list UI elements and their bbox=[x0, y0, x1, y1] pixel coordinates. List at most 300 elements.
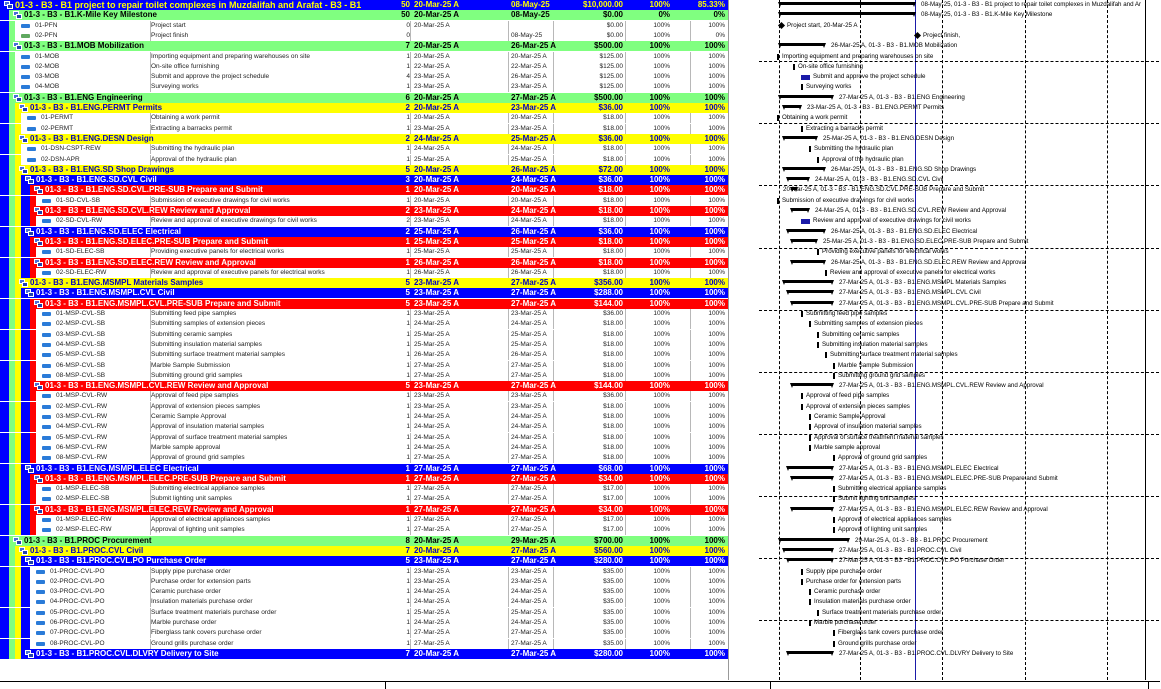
budgeted-cost: $35.00 bbox=[603, 640, 623, 647]
wbs-name: 01-3 - B3 - B1.PROC.CVL.DLVRY Delivery to Site bbox=[36, 649, 219, 658]
table-row[interactable] bbox=[0, 113, 728, 123]
indent-stripe bbox=[0, 371, 9, 381]
activity-bar[interactable] bbox=[801, 579, 803, 585]
summary-bar[interactable] bbox=[787, 651, 833, 654]
summary-bar[interactable] bbox=[791, 383, 833, 386]
gantt-label: Approval of electrical appliances samples bbox=[838, 516, 952, 523]
activity-bar[interactable] bbox=[809, 599, 811, 605]
column-divider bbox=[150, 247, 151, 257]
table-row[interactable] bbox=[0, 422, 728, 432]
gantt-label: 29-Mar-25 A, 01-3 - B3 - B1.PROC Procurement bbox=[855, 537, 988, 544]
activity-bar[interactable] bbox=[809, 414, 811, 420]
activity-bar[interactable] bbox=[801, 311, 803, 317]
gantt-label: 26-Mar-25 A, 01-3 - B3 - B1.MOB Mobilization bbox=[831, 42, 958, 49]
wbs-row[interactable] bbox=[0, 649, 728, 659]
wbs-row[interactable] bbox=[0, 41, 728, 51]
indent-stripe bbox=[0, 165, 9, 175]
wbs-folder-icon[interactable] bbox=[34, 475, 43, 483]
table-row[interactable] bbox=[0, 515, 728, 525]
wbs-row[interactable] bbox=[0, 206, 728, 216]
indent-stripe bbox=[21, 402, 30, 412]
activity-bar[interactable] bbox=[801, 126, 803, 132]
activity-bar[interactable] bbox=[817, 157, 819, 163]
activity-bar[interactable] bbox=[801, 404, 803, 410]
wbs-folder-icon[interactable] bbox=[34, 238, 43, 246]
wbs-row[interactable] bbox=[0, 258, 728, 268]
wbs-folder-icon[interactable] bbox=[25, 176, 34, 184]
summary-bar[interactable] bbox=[791, 208, 809, 211]
gantt-row bbox=[729, 422, 1161, 432]
activity-bar[interactable] bbox=[833, 527, 835, 533]
column-divider bbox=[410, 453, 411, 463]
wbs-row[interactable] bbox=[0, 227, 728, 237]
performance-percent: 100% bbox=[708, 114, 725, 121]
table-row[interactable] bbox=[0, 402, 728, 412]
percent-complete: 100% bbox=[649, 536, 670, 545]
summary-bar[interactable] bbox=[783, 136, 817, 139]
table-row[interactable] bbox=[0, 567, 728, 577]
performance-percent: 100% bbox=[708, 444, 725, 451]
task-icon bbox=[42, 415, 51, 419]
activity-bar[interactable] bbox=[825, 352, 827, 358]
wbs-name: 01-3 - B3 - B1.ENG.MSMPL.ELEC.PRE-SUB Prepare and Submit bbox=[45, 474, 286, 483]
table-row[interactable] bbox=[0, 608, 728, 618]
activity-bar[interactable] bbox=[833, 455, 835, 461]
table-row[interactable] bbox=[0, 330, 728, 340]
gantt-row bbox=[729, 515, 1161, 525]
wbs-folder-icon[interactable] bbox=[25, 228, 34, 236]
wbs-row[interactable] bbox=[0, 464, 728, 474]
budgeted-cost: $18.00 bbox=[603, 423, 623, 430]
gantt-row bbox=[729, 381, 1161, 391]
activity-bar[interactable] bbox=[817, 249, 819, 255]
performance-percent: 100% bbox=[708, 495, 725, 502]
activity-bar[interactable] bbox=[809, 146, 811, 152]
indent-stripe bbox=[21, 433, 30, 443]
table-row[interactable] bbox=[0, 443, 728, 453]
start-date: 24-Mar-25 A bbox=[414, 434, 450, 441]
table-row[interactable] bbox=[0, 31, 728, 41]
column-divider bbox=[410, 21, 411, 31]
table-row[interactable] bbox=[0, 391, 728, 401]
finish-date: 27-Mar-25 A bbox=[511, 299, 557, 308]
start-date: 23-Mar-25 A bbox=[414, 73, 450, 80]
finish-date: 27-Mar-25 A bbox=[511, 495, 547, 502]
gantt-label: 25-Mar-25 A, 01-3 - B3 - B1.ENG.DESN Design bbox=[823, 135, 955, 142]
wbs-row[interactable] bbox=[0, 505, 728, 515]
milestone-diamond[interactable] bbox=[778, 22, 785, 29]
wbs-folder-icon[interactable] bbox=[19, 104, 28, 112]
table-row[interactable] bbox=[0, 433, 728, 443]
wbs-row[interactable] bbox=[0, 278, 728, 288]
task-icon bbox=[42, 271, 51, 275]
activity-bar[interactable] bbox=[833, 630, 835, 636]
gantt-label: 27-Mar-25 A, 01-3 - B3 - B1.PROC.CVL.DLVRY Delivery to Site bbox=[839, 650, 1014, 657]
start-date: 20-Mar-25 A bbox=[414, 649, 460, 658]
gantt-label: 27-Mar-25 A, 01-3 - B3 - B1.ENG.MSMPL.CVL.REW Review and Approval bbox=[839, 382, 1044, 389]
start-date: 23-Mar-25 A bbox=[414, 83, 450, 90]
wbs-folder-icon[interactable] bbox=[19, 166, 28, 174]
wbs-folder-icon[interactable] bbox=[34, 506, 43, 514]
budgeted-cost: $17.00 bbox=[603, 526, 623, 533]
table-row[interactable] bbox=[0, 577, 728, 587]
column-divider bbox=[150, 494, 151, 504]
gantt-row bbox=[729, 299, 1161, 309]
budgeted-cost: $17.00 bbox=[603, 485, 623, 492]
wbs-row[interactable] bbox=[0, 93, 728, 103]
wbs-folder-icon[interactable] bbox=[25, 557, 34, 565]
budgeted-cost: $18.00 bbox=[603, 145, 623, 152]
summary-bar[interactable] bbox=[791, 239, 817, 242]
table-row[interactable] bbox=[0, 494, 728, 504]
finish-date: 24-Mar-25 A bbox=[511, 423, 547, 430]
budgeted-cost: $18.00 bbox=[603, 156, 623, 163]
performance-percent: 100% bbox=[708, 619, 725, 626]
activity-bar[interactable] bbox=[793, 64, 795, 70]
activity-bar[interactable] bbox=[777, 115, 779, 121]
activity-bar[interactable] bbox=[817, 342, 819, 348]
gantt-label: Approval of ground grid samples bbox=[838, 454, 928, 461]
table-row[interactable] bbox=[0, 628, 728, 638]
indent-stripe bbox=[0, 350, 9, 360]
gantt-row bbox=[729, 577, 1161, 587]
activity-bar[interactable] bbox=[809, 321, 811, 327]
wbs-folder-icon[interactable] bbox=[34, 382, 43, 390]
percent-complete: 100% bbox=[649, 165, 670, 174]
table-row[interactable] bbox=[0, 618, 728, 628]
indent-stripe bbox=[21, 309, 30, 319]
budgeted-cost: $0.00 bbox=[606, 32, 623, 39]
summary-bar[interactable] bbox=[783, 280, 833, 283]
activity-id: 05-MSP-CVL-RW bbox=[56, 434, 108, 441]
task-icon bbox=[42, 487, 51, 491]
activity-bar[interactable] bbox=[801, 569, 803, 575]
performance-percent: 100% bbox=[704, 175, 725, 184]
gantt-row bbox=[729, 536, 1161, 546]
summary-bar[interactable] bbox=[787, 466, 833, 469]
duration: 5 bbox=[405, 299, 410, 308]
activity-bar[interactable] bbox=[833, 373, 835, 379]
activity-bar[interactable] bbox=[801, 219, 810, 224]
performance-percent: 100% bbox=[708, 516, 725, 523]
gantt-label: 26-Mar-25 A, 01-3 - B3 - B1.ENG.SD.ELEC Electrical bbox=[831, 228, 978, 235]
activity-name: Submitting ground grid samples bbox=[151, 372, 243, 379]
table-row[interactable] bbox=[0, 21, 728, 31]
percent-complete: 100% bbox=[649, 464, 670, 473]
indent-stripe bbox=[0, 474, 9, 484]
gantt-row bbox=[729, 474, 1161, 484]
table-row[interactable] bbox=[0, 361, 728, 371]
summary-bar[interactable] bbox=[791, 260, 825, 263]
summary-bar[interactable] bbox=[779, 12, 915, 15]
table-row[interactable] bbox=[0, 639, 728, 649]
indent-stripe bbox=[0, 21, 9, 31]
table-row[interactable] bbox=[0, 371, 728, 381]
wbs-row[interactable] bbox=[0, 474, 728, 484]
summary-bar[interactable] bbox=[779, 95, 833, 98]
percent-complete: 100% bbox=[649, 649, 670, 658]
wbs-row[interactable] bbox=[0, 165, 728, 175]
table-row[interactable] bbox=[0, 340, 728, 350]
wbs-row[interactable] bbox=[0, 175, 728, 185]
start-date: 23-Mar-25 A bbox=[414, 299, 460, 308]
duration: 1 bbox=[406, 372, 410, 379]
gantt-gridline bbox=[759, 372, 1159, 373]
wbs-folder-icon[interactable] bbox=[25, 650, 34, 658]
summary-bar[interactable] bbox=[779, 43, 825, 46]
indent-stripe bbox=[21, 505, 30, 515]
wbs-row[interactable] bbox=[0, 237, 728, 247]
activity-bar[interactable] bbox=[817, 332, 819, 338]
summary-bar[interactable] bbox=[787, 229, 825, 232]
activity-id: 04-MSP-CVL-RW bbox=[56, 423, 108, 430]
wbs-folder-icon[interactable] bbox=[13, 42, 22, 50]
percent-complete: 100% bbox=[649, 0, 670, 9]
wbs-row[interactable] bbox=[0, 381, 728, 391]
table-row[interactable] bbox=[0, 525, 728, 535]
table-row[interactable] bbox=[0, 412, 728, 422]
duration: 1 bbox=[406, 413, 410, 420]
activity-bar[interactable] bbox=[833, 363, 835, 369]
table-row[interactable] bbox=[0, 216, 728, 226]
gantt-label: Submit and approve the project schedule bbox=[813, 73, 926, 80]
indent-stripe bbox=[0, 268, 9, 278]
footer-bar bbox=[0, 681, 1160, 688]
activity-bar[interactable] bbox=[833, 517, 835, 523]
wbs-row[interactable] bbox=[0, 185, 728, 195]
activity-bar[interactable] bbox=[809, 424, 811, 430]
budgeted-cost: $125.00 bbox=[599, 53, 623, 60]
gantt-label: Submitting samples of extension pieces bbox=[814, 320, 923, 327]
task-icon bbox=[42, 446, 51, 450]
table-row[interactable] bbox=[0, 144, 728, 154]
budgeted-cost: $280.00 bbox=[594, 649, 623, 658]
wbs-folder-icon[interactable] bbox=[34, 259, 43, 267]
performance-percent: 100% bbox=[708, 269, 725, 276]
activity-bar[interactable] bbox=[833, 486, 835, 492]
summary-bar[interactable] bbox=[791, 476, 833, 479]
milestone-diamond[interactable] bbox=[914, 32, 921, 39]
wbs-row[interactable] bbox=[0, 288, 728, 298]
task-icon bbox=[27, 147, 36, 151]
summary-bar[interactable] bbox=[791, 301, 833, 304]
gantt-label: Providing executive panels for electrical works bbox=[822, 248, 949, 255]
activity-bar[interactable] bbox=[777, 198, 779, 204]
activity-name: Obtaining a work permit bbox=[151, 114, 220, 121]
duration: 1 bbox=[406, 53, 410, 60]
table-row[interactable] bbox=[0, 597, 728, 607]
activity-name: Project start bbox=[151, 22, 186, 29]
start-date: 27-Mar-25 A bbox=[414, 640, 450, 647]
indent-stripe bbox=[21, 453, 30, 463]
start-date: 27-Mar-25 A bbox=[414, 474, 460, 483]
table-row[interactable] bbox=[0, 247, 728, 257]
gantt-label: Submission of executive drawings for civil works bbox=[782, 197, 915, 204]
percent-complete: 100% bbox=[653, 114, 670, 121]
table-row[interactable] bbox=[0, 52, 728, 62]
activity-bar[interactable] bbox=[777, 54, 779, 60]
duration: 3 bbox=[405, 175, 410, 184]
gantt-label: Submitting insulation material samples bbox=[822, 341, 928, 348]
table-row[interactable] bbox=[0, 484, 728, 494]
task-icon bbox=[42, 456, 51, 460]
indent-stripe bbox=[0, 577, 9, 587]
start-date: 27-Mar-25 A bbox=[414, 485, 450, 492]
budgeted-cost: $144.00 bbox=[594, 299, 623, 308]
percent-complete: 100% bbox=[653, 320, 670, 327]
wbs-row[interactable] bbox=[0, 103, 728, 113]
task-icon bbox=[42, 322, 51, 326]
start-date: 23-Mar-25 A bbox=[414, 381, 460, 390]
percent-complete: 100% bbox=[653, 310, 670, 317]
table-row[interactable] bbox=[0, 124, 728, 134]
duration: 1 bbox=[406, 125, 410, 132]
duration: 1 bbox=[406, 83, 410, 90]
finish-date: 26-Mar-25 A bbox=[511, 41, 557, 50]
activity-bar[interactable] bbox=[809, 435, 811, 441]
table-row[interactable] bbox=[0, 82, 728, 92]
table-row[interactable] bbox=[0, 155, 728, 165]
table-row[interactable] bbox=[0, 587, 728, 597]
activity-id: 02-SD-CVL-RW bbox=[56, 217, 103, 224]
table-row[interactable] bbox=[0, 319, 728, 329]
duration: 1 bbox=[406, 619, 410, 626]
wbs-name: 01-3 - B3 - B1.ENG.PERMT Permits bbox=[30, 103, 163, 112]
wbs-folder-icon[interactable] bbox=[13, 11, 22, 19]
duration: 5 bbox=[405, 165, 410, 174]
activity-bar[interactable] bbox=[801, 393, 803, 399]
gantt-row bbox=[729, 237, 1161, 247]
column-divider bbox=[150, 628, 151, 638]
table-row[interactable] bbox=[0, 453, 728, 463]
activity-name: Review and approval of executive panels for electrical works bbox=[151, 269, 325, 276]
summary-bar[interactable] bbox=[783, 105, 801, 108]
duration: 4 bbox=[406, 73, 410, 80]
wbs-folder-icon[interactable] bbox=[25, 289, 34, 297]
gantt-label: 27-Mar-25 A, 01-3 - B3 - B1.ENG.MSMPL.CVL Civil bbox=[839, 289, 981, 296]
indent-stripe bbox=[21, 371, 30, 381]
activity-name: Approval of electrical appliances samples bbox=[151, 516, 271, 523]
start-date: 20-Mar-25 A bbox=[414, 93, 460, 102]
table-row[interactable] bbox=[0, 309, 728, 319]
wbs-folder-icon[interactable] bbox=[19, 547, 28, 555]
finish-date: 27-Mar-25 A bbox=[511, 546, 557, 555]
wbs-folder-icon[interactable] bbox=[25, 465, 34, 473]
activity-bar[interactable] bbox=[833, 641, 835, 647]
duration: 50 bbox=[401, 10, 410, 19]
gantt-label: Review and approval of executive drawings for civil works bbox=[813, 217, 971, 224]
duration: 7 bbox=[405, 649, 410, 658]
percent-complete: 100% bbox=[653, 640, 670, 647]
gantt-label: Submitting feed pipe samples bbox=[806, 310, 888, 317]
wbs-folder-icon[interactable] bbox=[34, 186, 43, 194]
column-divider bbox=[410, 618, 411, 628]
performance-percent: 100% bbox=[708, 629, 725, 636]
wbs-folder-icon[interactable] bbox=[19, 135, 28, 143]
table-row[interactable] bbox=[0, 196, 728, 206]
summary-bar[interactable] bbox=[779, 538, 849, 541]
table-row[interactable] bbox=[0, 268, 728, 278]
wbs-folder-icon[interactable] bbox=[13, 94, 22, 102]
wbs-row[interactable] bbox=[0, 0, 728, 10]
finish-date: 24-Mar-25 A bbox=[511, 434, 547, 441]
activity-bar[interactable] bbox=[809, 589, 811, 595]
finish-date: 27-Mar-25 A bbox=[511, 288, 557, 297]
activity-bar[interactable] bbox=[809, 445, 811, 451]
wbs-name: 01-3 - B3 - B1.ENG.SD.CVL.PRE-SUB Prepare and Submit bbox=[45, 185, 263, 194]
wbs-folder-icon[interactable] bbox=[34, 300, 43, 308]
summary-bar[interactable] bbox=[779, 2, 915, 5]
activity-bar[interactable] bbox=[801, 84, 803, 90]
activity-name: Marble purchase order bbox=[151, 619, 217, 626]
wbs-folder-icon[interactable] bbox=[34, 207, 43, 215]
budgeted-cost: $18.00 bbox=[603, 248, 623, 255]
column-divider bbox=[150, 340, 151, 350]
wbs-row[interactable] bbox=[0, 10, 728, 20]
table-row[interactable] bbox=[0, 350, 728, 360]
column-divider bbox=[410, 31, 411, 41]
summary-bar[interactable] bbox=[783, 167, 825, 170]
indent-stripe bbox=[0, 608, 9, 618]
column-divider bbox=[150, 196, 151, 206]
gantt-gridline bbox=[759, 248, 1159, 249]
summary-bar[interactable] bbox=[783, 548, 833, 551]
wbs-row[interactable] bbox=[0, 299, 728, 309]
table-row[interactable] bbox=[0, 72, 728, 82]
gantt-label: Extracting a barracks permit bbox=[806, 125, 884, 132]
percent-complete: 100% bbox=[653, 444, 670, 451]
summary-bar[interactable] bbox=[787, 290, 833, 293]
finish-date: 08-May-25 bbox=[511, 32, 543, 39]
column-divider bbox=[410, 340, 411, 350]
column-divider bbox=[410, 196, 411, 206]
wbs-row[interactable] bbox=[0, 134, 728, 144]
gantt-row bbox=[729, 464, 1161, 474]
start-date: 25-Mar-25 A bbox=[414, 341, 450, 348]
activity-id: 04-MSP-CVL-SB bbox=[56, 341, 106, 348]
activity-name: Submit and approve the project schedule bbox=[151, 73, 270, 80]
table-row[interactable] bbox=[0, 62, 728, 72]
performance-percent: 100% bbox=[704, 41, 725, 50]
gantt-row bbox=[729, 21, 1161, 31]
activity-bar[interactable] bbox=[801, 75, 810, 80]
wbs-folder-icon[interactable] bbox=[4, 1, 13, 9]
wbs-name: 01-3 - B3 - B1.ENG.MSMPL.CVL Civil bbox=[36, 288, 175, 297]
summary-bar[interactable] bbox=[791, 507, 833, 510]
wbs-folder-icon[interactable] bbox=[13, 537, 22, 545]
wbs-row[interactable] bbox=[0, 536, 728, 546]
percent-complete: 100% bbox=[649, 103, 670, 112]
percent-complete: 100% bbox=[653, 351, 670, 358]
footer-divider bbox=[770, 682, 771, 689]
performance-percent: 100% bbox=[708, 73, 725, 80]
wbs-folder-icon[interactable] bbox=[19, 279, 28, 287]
activity-name: Extracting a barracks permit bbox=[151, 125, 232, 132]
performance-percent: 100% bbox=[708, 351, 725, 358]
wbs-row[interactable] bbox=[0, 556, 728, 566]
duration: 5 bbox=[405, 381, 410, 390]
indent-stripe bbox=[21, 618, 30, 628]
activity-bar[interactable] bbox=[817, 610, 819, 616]
indent-stripe bbox=[21, 567, 30, 577]
duration: 6 bbox=[405, 93, 410, 102]
activity-bar[interactable] bbox=[825, 270, 827, 276]
summary-bar[interactable] bbox=[787, 177, 809, 180]
task-icon bbox=[42, 405, 51, 409]
column-divider bbox=[150, 525, 151, 535]
wbs-row[interactable] bbox=[0, 546, 728, 556]
gantt-row bbox=[729, 206, 1161, 216]
